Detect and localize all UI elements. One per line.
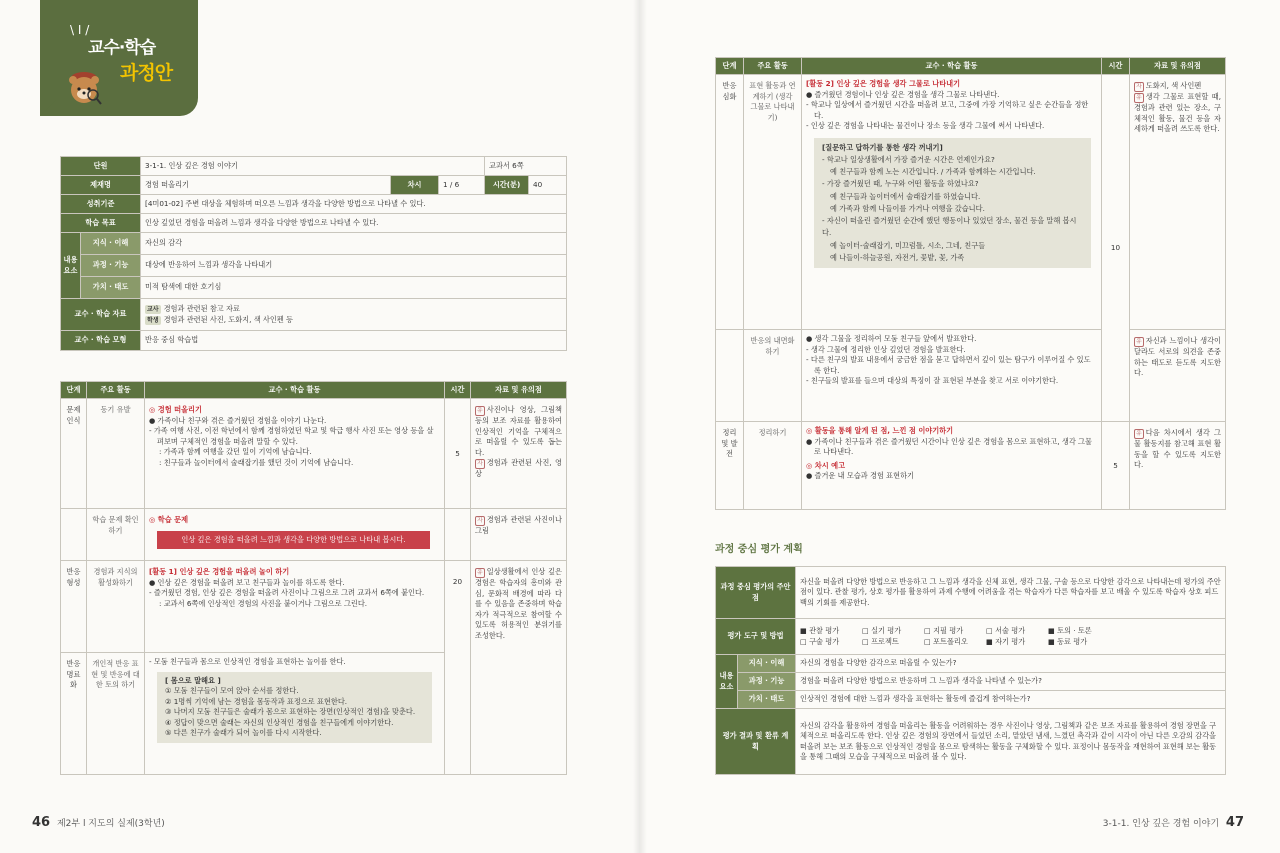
table-row	[61, 509, 567, 561]
note-tag: 유	[477, 407, 483, 415]
table-row	[716, 75, 1226, 330]
bear-mascot-icon	[62, 64, 106, 108]
activity-title: ◎ 활동을 통해 알게 된 점, 느낀 점 이야기하기	[806, 426, 954, 436]
goal-value: 인상 깊었던 경험을 떠올려 느낌과 생각을 다양한 방법으로 나타낼 수 있다.	[141, 214, 567, 233]
activity-bullet: ● 즐거웠던 경험이나 인상 깊은 경험을 생각 그물로 나타낸다.	[806, 89, 1000, 99]
material-note: 경험과 관련된 사진이나 그림	[475, 515, 562, 536]
topic-label: 제재명	[61, 176, 141, 195]
tools-value	[796, 619, 1226, 655]
activity-bullet: - 인상 깊은 경험을 나타내는 물건이나 장소 등을 생각 그물에 써서 나타낸다.	[806, 121, 1045, 131]
tools-row	[800, 637, 1221, 647]
footer-left-text: 제2부 l 지도의 실제(3학년)	[56, 819, 165, 829]
activity-example: : 교과서 6쪽에 인상적인 경험의 사진을 붙이거나 그림으로 그린다.	[159, 598, 368, 608]
material-tag: 자	[1136, 83, 1142, 91]
answer-example: 예 놀이터-술래잡기, 미끄럼틀, 시소, 그네, 친구들	[830, 240, 986, 250]
eval-method-checkbox: ■ 자기 평가	[986, 636, 1026, 646]
page-number-right: 47	[1225, 815, 1244, 830]
activity-bullet: - 친구들의 발표를 들으며 대상의 특징이 잘 표현된 부분을 찾고 서로 이야기한다.	[806, 376, 1059, 386]
material-value	[141, 299, 567, 331]
stage-cell: 반응 명료화	[61, 653, 87, 775]
activity-bullet: ● 생각 그물을 정리하여 모둠 친구들 앞에서 발표한다.	[806, 334, 977, 344]
rule-step: ③ 나머지 모둠 친구들은 술래가 몸으로 표현하는 장면(인상적인 경험)을 맞춘다.	[165, 707, 416, 717]
answer-example: 예 가족과 함께 나들이를 가거나 여행을 갔습니다.	[830, 203, 985, 213]
note-tag: 유	[477, 569, 483, 577]
activity-cell	[145, 653, 445, 775]
activity-bullet: - 모둠 친구들과 몸으로 인상적인 경험을 표현하는 놀이를 한다.	[149, 657, 346, 667]
eval-method-checkbox: □ 구술 평가	[800, 636, 840, 646]
topic-value: 경험 떠올리기	[141, 176, 391, 195]
material-cell	[1130, 330, 1226, 422]
eval-content-label: 내용 요소	[716, 655, 738, 709]
activity-example: : 가족과 함께 여행을 갔던 일이 기억에 남습니다.	[159, 447, 312, 457]
process-table-right	[715, 57, 1226, 510]
material-cell	[471, 399, 567, 509]
tools-row	[800, 626, 1221, 636]
feedback-value: 자신의 감각을 활용하여 경험을 떠올리는 활동을 어려워하는 경우 사진이나 영상, 그림책과 같은 보조 자료를 활용하여 경험 장면을 구체적으로 떠올리도록 한다. 인상 깊은 경험의 장면에서 들었던 소리, 맡았던 냄새, 느꼈던 촉각과 같이 시각이 아닌 다른 오감의 감각을 떠올려 보는 보조 활동으로 인상적인 경험을 몸으로 탐색하는 활동을 구체화할 수 있다. 표정이나 몸동작을 재현하여 표현해 보는 활동을 통해 그때의 모습을 구체적으로 떠올려 볼 수 있다.	[796, 709, 1226, 775]
material-note: 사진이나 영상, 그림책 등의 보조 자료를 활용하여 인상적인 기억을 구체적으로 떠올릴 수 있도록 돕는다.	[475, 405, 562, 457]
box-title: [질문하고 답하기를 통한 생각 꺼내기]	[822, 142, 943, 152]
note-tag: 유	[1136, 430, 1142, 438]
material-cell	[471, 509, 567, 561]
time-cell	[445, 509, 471, 561]
answer-example: 예 친구들과 함께 노는 시간입니다. / 가족과 함께하는 시간입니다.	[830, 167, 1036, 177]
table-row	[716, 330, 1226, 422]
col-stage: 단계	[61, 382, 87, 399]
col-stage: 단계	[716, 58, 744, 75]
eval-skill-label: 과정 · 기능	[738, 673, 796, 691]
textbook-page: 교과서 6쪽	[485, 157, 567, 176]
activity-title: ◎ 학습 문제	[149, 515, 189, 525]
stage-cell: 문제 인식	[61, 399, 87, 509]
activity-bullet: ● 가족이나 친구들과 겪은 즐거웠던 시간이나 인상 깊은 경험을 몸으로 표현하고, 생각 그물로 나타낸다.	[806, 436, 1092, 457]
standard-label: 성취기준	[61, 195, 141, 214]
stage-cell	[716, 330, 744, 422]
activity-bullet: ● 인상 깊은 경험을 떠올려 보고 친구들과 놀이를 하도록 한다.	[149, 577, 345, 587]
activity-cell	[145, 561, 445, 653]
eval-method-checkbox: ■ 관찰 평가	[800, 626, 840, 636]
eval-method-checkbox: □ 서술 평가	[986, 626, 1026, 636]
rule-step: ④ 정답이 맞으면 술래는 자신의 인상적인 경험을 친구들에게 이야기한다.	[165, 717, 394, 727]
activity-bullet: - 다른 친구의 발표 내용에서 궁금한 점을 묻고 답하면서 깊이 있는 탐구가 이루어질 수 있도록 한다.	[806, 355, 1091, 375]
material-note: 일상생활에서 인상 깊은 경험은 학습자의 흥미와 관심, 문화적 배경에 따라 다를 수 있음을 존중하며 학습자가 적극적으로 참여할 수 있도록 허용적인 분위기를 조성한다.	[475, 567, 562, 640]
material-cell	[471, 561, 567, 775]
box-title: [ 몸으로 말해요 ]	[165, 675, 221, 685]
material-tag: 자	[477, 460, 483, 468]
activity-cell	[802, 422, 1102, 510]
model-label: 교수 · 학습 모형	[61, 331, 141, 351]
game-rules-box	[157, 672, 432, 743]
tools-label: 평가 도구 및 방법	[716, 619, 796, 655]
table-row	[61, 561, 567, 653]
question: - 가장 즐거웠던 때, 누구와 어떤 활동을 하였나요?	[822, 179, 979, 189]
time-cell: 20	[445, 561, 471, 775]
col-time: 시간	[1102, 58, 1130, 75]
activity-cell	[802, 330, 1102, 422]
banner-title-line2: 과정안	[120, 62, 173, 84]
eval-method-checkbox: □ 포트폴리오	[924, 636, 968, 646]
teacher-tag: 교사	[147, 306, 159, 314]
student-tag: 학생	[147, 316, 159, 324]
activity-title: [활동 2] 인상 깊은 경험을 생각 그물로 나타내기	[806, 79, 961, 89]
rule-step: ② 1명씩 기억에 남는 경험을 몸동작과 표정으로 표현한다.	[165, 696, 348, 706]
activity-title: ◎ 경험 떠올리기	[149, 405, 202, 415]
activity-bullet: - 가족 여행 사진, 이전 학년에서 함께 경험하였던 학교 및 학급 행사 사진 또는 영상 등을 살펴보며 구체적인 경험을 떠올려 말할 수 있다.	[149, 426, 434, 446]
skill-label: 과정 · 기능	[81, 255, 141, 277]
material-note: 생각 그물로 표현할 때, 경험과 관련 있는 장소, 구체적인 활동, 물건 등을 자세하게 떠올려 쓰도록 한다.	[1134, 92, 1221, 134]
stage-cell: 정리 및 발전	[716, 422, 744, 510]
main-activity: 경험과 지식의 활성화하기	[87, 561, 145, 653]
lesson-info-table	[60, 156, 567, 351]
answer-example: 예 친구들과 놀이터에서 술래잡기를 하였습니다.	[830, 191, 981, 201]
focus-label: 과정 중심 평가의 주안점	[716, 567, 796, 619]
activity-bullet: - 생각 그물에 정리한 인상 깊었던 경험을 발표한다.	[806, 344, 966, 354]
activity-bullet: - 학교나 일상에서 즐거웠던 시간을 떠올려 보고, 그중에 가장 기억하고 싶은 순간들을 정한다.	[806, 100, 1089, 120]
skill-value: 대상에 반응하여 느낌과 생각을 나타내기	[141, 255, 567, 277]
student-material: 경험과 관련된 사진, 도화지, 색 사인펜 등	[163, 314, 293, 324]
question: - 자신이 떠올린 즐거웠던 순간에 했던 행동이나 있었던 장소, 물건 등을 말해 봅시다.	[822, 216, 1077, 238]
footer-right	[1103, 814, 1244, 833]
eval-section-title: 과정 중심 평가 계획	[715, 544, 803, 555]
footer-left	[32, 814, 165, 833]
value-value: 미적 탐색에 대한 호기심	[141, 277, 567, 299]
activity-bullet: ● 즐거운 내 모습과 경험 표현하기	[806, 471, 914, 481]
eval-knowledge-value: 자신의 경험을 다양한 감각으로 떠올릴 수 있는가?	[796, 655, 1226, 673]
main-activity: 동기 유발	[87, 399, 145, 509]
time-value: 40	[529, 176, 567, 195]
page-number-left: 46	[32, 815, 51, 830]
main-activity: 정리하기	[744, 422, 802, 510]
goal-label: 학습 목표	[61, 214, 141, 233]
main-activity: 학습 문제 확인하기	[87, 509, 145, 561]
col-material: 자료 및 유의점	[1130, 58, 1226, 75]
material-cell	[1130, 75, 1226, 330]
content-label: 내용 요소	[61, 233, 81, 299]
eval-knowledge-label: 지식 · 이해	[738, 655, 796, 673]
eval-method-checkbox: ■ 토의 · 토론	[1048, 626, 1092, 636]
stage-cell: 반응 형성	[61, 561, 87, 653]
activity-bullet: - 즐거웠던 경험, 인상 깊은 경험을 떠올려 사진이나 그림으로 그려 교과서 6쪽에 붙인다.	[149, 588, 425, 598]
learning-problem-bar: 인상 깊은 경험을 떠올려 느낌과 생각을 다양한 방법으로 나타내 봅시다.	[157, 531, 430, 549]
value-label: 가치 · 태도	[81, 277, 141, 299]
teacher-material: 경험과 관련된 참고 자료	[163, 304, 240, 314]
eval-value-label: 가치 · 태도	[738, 691, 796, 709]
main-activity: 반응의 내면화하기	[744, 330, 802, 422]
answer-example: 예 나들이-하늘공원, 자전거, 꽃밭, 꽃, 가족	[830, 252, 965, 262]
eval-value-value: 인상적인 경험에 대한 느낌과 생각을 표현하는 활동에 즐겁게 참여하는가?	[796, 691, 1226, 709]
rule-step: ① 모둠 친구들이 모여 앉아 순서를 정한다.	[165, 686, 299, 696]
eval-method-checkbox: □ 지필 평가	[924, 626, 964, 636]
col-activity: 교수 · 학습 활동	[802, 58, 1102, 75]
material-tag: 자	[477, 517, 483, 525]
activity-cell	[145, 509, 445, 561]
table-row	[716, 422, 1226, 510]
main-activity: 개인적 반응 표현 및 반응에 대한 토의 하기	[87, 653, 145, 775]
session-value: 1 / 6	[439, 176, 485, 195]
table-row	[61, 399, 567, 509]
focus-value: 자신을 떠올려 다양한 방법으로 반응하고 그 느낌과 생각을 신체 표현, 생각 그물, 구술 등으로 다양한 감각으로 나타내는데 평가의 주안점이 있다. 관찰 평가, 상호 평가를 활용하여 과제 수행에 어려움을 겪는 학습자가 다른 학습자를 보고 배울 수 있도록 학습자 상호 피드백의 기회를 제공한다.	[796, 567, 1226, 619]
col-activity: 교수 · 학습 활동	[145, 382, 445, 399]
knowledge-label: 지식 · 이해	[81, 233, 141, 255]
time-label: 시간(분)	[485, 176, 529, 195]
material-note: 경험과 관련된 사진, 영상	[475, 458, 562, 479]
time-cell: 10	[1102, 75, 1130, 422]
col-main: 주요 활동	[744, 58, 802, 75]
model-value: 반응 중심 학습법	[141, 331, 567, 351]
material-note: 다음 차시에서 생각 그물 활동지를 참고해 표현 활동을 할 수 있도록 지도한다.	[1134, 428, 1221, 470]
knowledge-value: 자신의 감각	[141, 233, 567, 255]
question-box	[814, 138, 1091, 268]
process-table-left	[60, 381, 567, 775]
eval-skill-value: 경험을 떠올려 다양한 방법으로 반응하며 그 느낌과 생각을 나타낼 수 있는가?	[796, 673, 1226, 691]
stage-cell: 반응 심화	[716, 75, 744, 330]
activity-cell	[802, 75, 1102, 330]
activity-title: [활동 1] 인상 깊은 경험을 떠올려 놀이 하기	[149, 567, 290, 577]
banner-notch	[40, 100, 56, 116]
activity-bullet: ● 가족이나 친구와 겪은 즐거웠던 경험을 이야기 나눈다.	[149, 415, 327, 425]
feedback-label: 평가 결과 및 환류 계획	[716, 709, 796, 775]
col-time: 시간	[445, 382, 471, 399]
question: - 학교나 일상생활에서 가장 즐거운 시간은 언제인가요?	[822, 154, 995, 164]
eval-method-checkbox: ■ 동료 평가	[1048, 636, 1088, 646]
material-note: 자신과 느낌이나 생각이 달라도 서로의 의견을 존중하는 태도로 듣도록 지도한다.	[1134, 336, 1221, 378]
page-gutter	[633, 0, 647, 853]
eval-method-checkbox: □ 실기 평가	[862, 626, 902, 636]
main-activity: 표현 활동과 연계하기 (생각 그물로 나타내기)	[744, 75, 802, 330]
eval-method-checkbox: □ 프로젝트	[862, 636, 899, 646]
unit-label: 단원	[61, 157, 141, 176]
col-main: 주요 활동	[87, 382, 145, 399]
session-label: 차시	[391, 176, 439, 195]
activity-example: : 친구들과 놀이터에서 술래잡기를 했던 것이 기억에 남습니다.	[159, 457, 354, 467]
stage-cell	[61, 509, 87, 561]
rule-step: ⑤ 다른 친구가 술래가 되어 놀이를 다시 시작한다.	[165, 728, 322, 738]
banner-title-line1: 교수·학습	[88, 38, 156, 58]
col-material: 자료 및 유의점	[471, 382, 567, 399]
sparkle-icon: \ I /	[70, 23, 90, 37]
footer-right-text: 3-1-1. 인상 깊은 경험 이야기	[1102, 819, 1220, 829]
note-tag: 유	[1136, 94, 1142, 102]
next-lesson-title: ◎ 차시 예고	[806, 460, 846, 470]
time-cell: 5	[445, 399, 471, 509]
material-cell	[1130, 422, 1226, 510]
material-label: 교수 · 학습 자료	[61, 299, 141, 331]
activity-cell	[145, 399, 445, 509]
material-note: 도화지, 색 사인펜	[1145, 81, 1202, 91]
time-cell: 5	[1102, 422, 1130, 510]
evaluation-table	[715, 566, 1226, 775]
note-tag: 유	[1136, 338, 1142, 346]
standard-value: [4미01-02] 주변 대상을 체험하며 떠오른 느낌과 생각을 다양한 방법으로 나타낼 수 있다.	[141, 195, 567, 214]
unit-value: 3-1-1. 인상 깊은 경험 이야기	[141, 157, 485, 176]
